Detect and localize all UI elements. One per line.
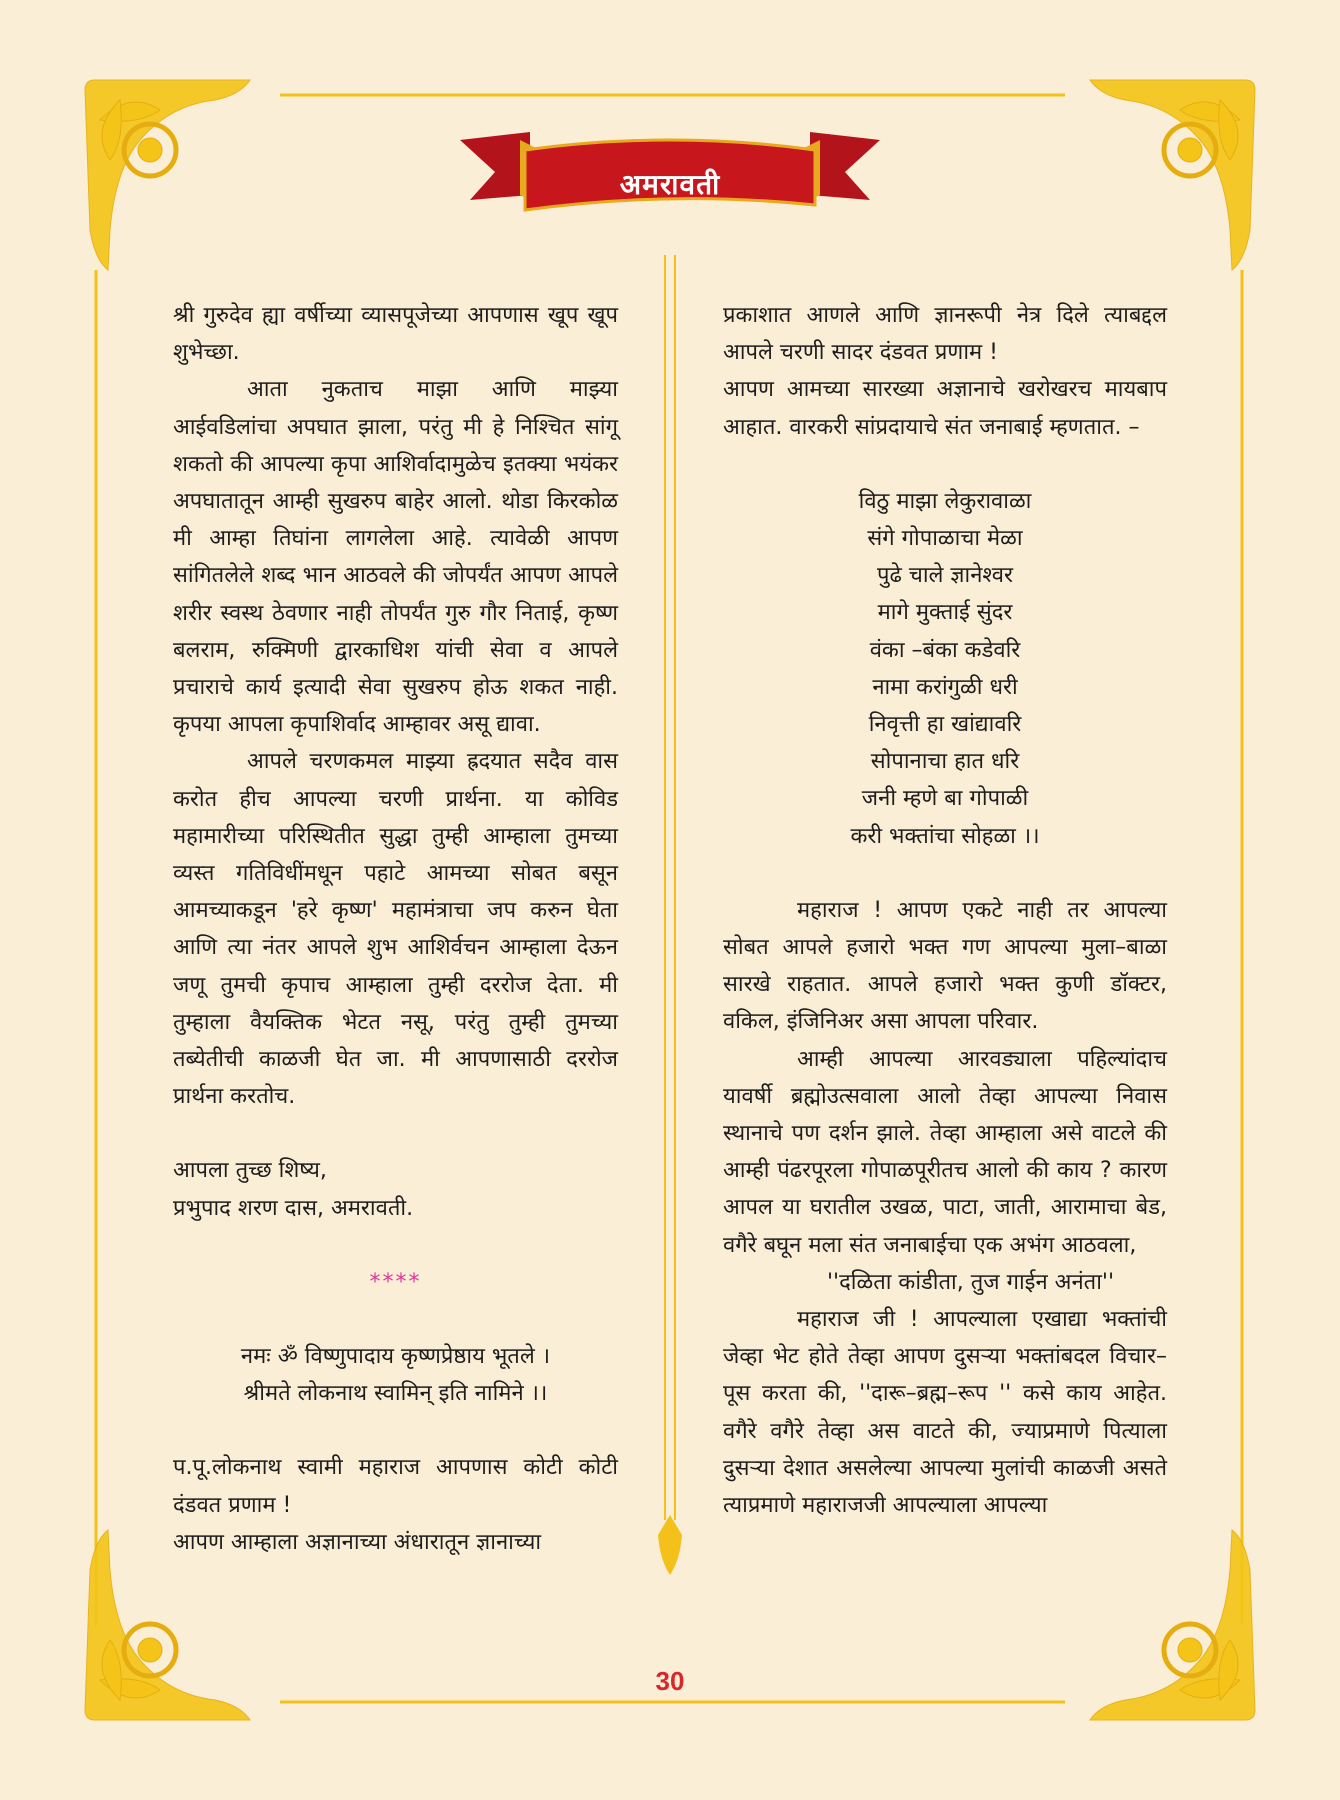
signoff-line-1: आपला तुच्छ शिष्य, — [173, 1158, 327, 1184]
corner-ornament-bottom-right — [1090, 1530, 1255, 1720]
banner-title: अमरावती — [619, 168, 721, 201]
right-column — [723, 297, 1167, 1524]
corner-ornament-top-left — [85, 80, 250, 270]
column-divider — [658, 255, 682, 1575]
abhang-quote: ''दळिता कांडीता, तुज गाईन अनंता'' — [827, 1269, 1115, 1295]
right-paragraph-2: आपण आमच्या सारख्या अज्ञानाचे खरोखरच मायबाप आहात. वारकरी सांप्रदायाचे संत जनाबाई म्हणतात. – — [723, 377, 1167, 440]
poem-line: विठु माझा लेकुरावाळा — [858, 488, 1032, 514]
poem-line: वंका –बंका कडेवरि — [869, 637, 1021, 663]
poem-line: सोपानाचा हात धरि — [870, 749, 1020, 775]
poem-line: मागे मुक्ताई सुंदर — [877, 600, 1013, 626]
poem-line: पुढे चाले ज्ञानेश्वर — [876, 563, 1014, 589]
signoff-line-2: प्रभुपाद शरण दास, अमरावती. — [173, 1195, 414, 1221]
mantra-line-1: नमः ॐ विष्णुपादाय कृष्णप्रेष्ठाय भूतले । — [240, 1344, 551, 1370]
left-paragraph-1: श्री गुरुदेव ह्या वर्षीच्या व्यासपूजेच्या आपणास खूप खूप शुभेच्छा. — [173, 303, 618, 366]
poem-line: जनी म्हणे बा गोपाळी — [861, 786, 1029, 812]
mantra-line-2: श्रीमते लोकनाथ स्वामिन् इति नामिने ।। — [243, 1381, 548, 1407]
left-paragraph-4: प.पू.लोकनाथ स्वामी महाराज आपणास कोटी कोटी दंडवत प्रणाम ! — [173, 1455, 618, 1518]
left-paragraph-2: आता नुकताच माझा आणि माझ्या आईवडिलांचा अपघात झाला, परंतु मी हे निश्चित सांगू शकतो की आपल्या कृपा आशिर्वादामुळेच इतक्या भयंकर अपघातातून आम्ही सुखरुप बाहेर आलो. थोडा किरकोळ मी आम्हा तिघांना लागलेला आहे. त्यावेळी आपण सांगितलेले शब्द भान आठवले की जोपर्यंत आपण आपले शरीर स्वस्थ ठेवणार नाही तोपर्यंत गुरु गौर निताई, कृष्ण बलराम, रुक्मिणी द्वारकाधिश यांची सेवा व आपले प्रचाराचे कार्य इत्यादी सेवा सुखरुप होऊ शकत नाही. कृपया आपला कृपाशिर्वाद आम्हावर असू द्यावा. — [173, 377, 618, 738]
right-paragraph-4: आम्ही आपल्या आरवड्याला पहिल्यांदाच यावर्षी ब्रह्मोउत्सवाला आलो तेव्हा आपल्या निवास स्थानाचे पण दर्शन झाले. तेव्हा आम्हाला असे वाटले की आम्ही पंढरपूरला गोपाळपूरीतच आलो की काय ? कारण आपल या घरातील उखळ, पाटा, जाती, आरामाचा बेड, वगैरे बघून मला संत जनाबाईचा एक अभंग आठवला, — [723, 1046, 1167, 1258]
poem-line: नामा करांगुळी धरी — [872, 674, 1018, 700]
right-paragraph-5: महाराज जी ! आपल्याला एखाद्या भक्तांची जेव्हा भेट होते तेव्हा आपण दुसऱ्या भक्तांबदल विचार–पूस करता की, ''दारू–ब्रह्म–रूप '' कसे काय आहेत. वगैरे वगैरे तेव्हा अस वाटते की, ज्याप्रमाणे पित्याला दुसऱ्या देशात असलेल्या आपल्या मुलांची काळजी असते त्याप्रमाणे महाराजजी आपल्याला आपल्या — [723, 1307, 1167, 1519]
right-paragraph-1: प्रकाशात आणले आणि ज्ञानरूपी नेत्र दिले त्याबद्दल आपले चरणी सादर दंडवत प्रणाम ! — [723, 303, 1167, 366]
poem-line: संगे गोपाळाचा मेळा — [867, 526, 1023, 552]
page-number: 30 — [655, 1666, 685, 1696]
poem-line: निवृत्ती हा खांद्यावरि — [868, 712, 1022, 738]
left-paragraph-5: आपण आम्हाला अज्ञानाच्या अंधारातून ज्ञानाच्या — [173, 1529, 542, 1555]
separator-stars: **** — [369, 1269, 422, 1295]
poem-line: करी भक्तांचा सोहळा ।। — [850, 823, 1040, 849]
corner-ornament-top-right — [1090, 80, 1255, 270]
right-paragraph-3: महाराज ! आपण एकटे नाही तर आपल्या सोबत आपले हजारो भक्त गण आपल्या मुला–बाळा सारखे राहतात. आपले हजारो भक्त कुणी डॉक्टर, वकिल, इंजिनिअर असा आपला परिवार. — [723, 897, 1167, 1035]
left-paragraph-3: आपले चरणकमल माझ्या ह्रदयात सदैव वास करोत हीच आपल्या चरणी प्रार्थना. या कोविड महामारीच्या परिस्थितीत सुद्धा तुम्ही आम्हाला तुमच्या व्यस्त गतिविधींमधून पहाटे आमच्या सोबत बसून आमच्याकडून 'हरे कृष्ण' महामंत्राचा जप करुन घेता आणि त्या नंतर आपले शुभ आशिर्वचन आम्हाला देऊन जणू तुमची कृपाच आम्हाला तुम्ही दररोज देता. मी तुम्हाला वैयक्तिक भेटत नसू, परंतु तुम्ही तुमच्या तब्येतीची काळजी घेत जा. मी आपणासाठी दररोज प्रार्थना करतोच. — [173, 749, 618, 1110]
left-column — [173, 297, 618, 1561]
